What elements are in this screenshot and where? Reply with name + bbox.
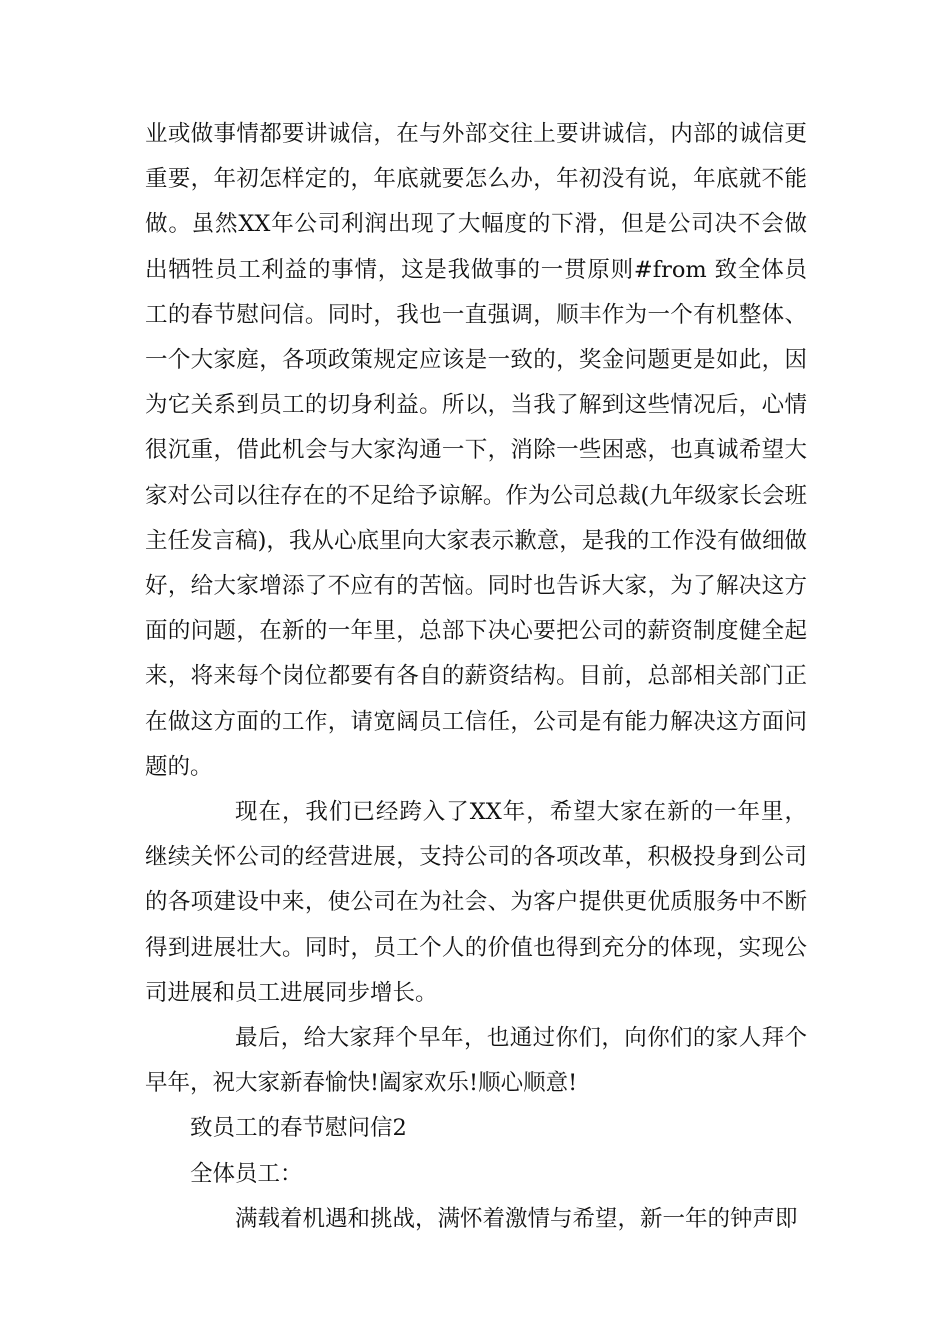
paragraph-new-year: 现在，我们已经跨入了XX年，希望大家在新的一年里，继续关怀公司的经营进展，支持公司的各项改革，积极投身到公司的各项建设中来，使公司在为社会、为客户提供更优质服务中不断得到进展壮大。同时，员工个人的价值也得到充分的体现，实现公司进展和员工进展同步增长。 <box>145 799 807 1006</box>
paragraph-opening: 满载着机遇和挑战，满怀着激情与希望，新一年的钟声即 <box>235 1205 798 1232</box>
salutation: 全体员工： <box>190 1160 303 1187</box>
document-body <box>145 112 807 1242</box>
section-title: 致员工的春节慰问信2 <box>190 1115 407 1142</box>
paragraph-continuation: 业或做事情都要讲诚信，在与外部交往上要讲诚信，内部的诚信更重要，年初怎样定的，年底就要怎么办，年初没有说，年底就不能做。虽然XX年公司利润出现了大幅度的下滑，但是公司决不会做出牺牲员工利益的事情，这是我做事的一贯原则#from 致全体员工的春节慰问信。同时，我也一直强调，顺丰作为一个有机整体、一个大家庭，各项政策规定应该是一致的，奖金问题更是如此，因为它关系到员工的切身利益。所以，当我了解到这些情况后，心情很沉重，借此机会与大家沟通一下，消除一些困惑，也真诚希望大家对公司以往存在的不足给予谅解。作为公司总裁(九年级家长会班主任发言稿)，我从心底里向大家表示歉意，是我的工作没有做细做好，给大家增添了不应有的苦恼。同时也告诉大家，为了解决这方面的问题，在新的一年里，总部下决心要把公司的薪资制度健全起来，将来每个岗位都要有各自的薪资结构。目前，总部相关部门正在做这方面的工作，请宽阔员工信任，公司是有能力解决这方面问题的。 <box>145 121 807 780</box>
paragraph-greeting: 最后，给大家拜个早年，也通过你们，向你们的家人拜个早年，祝大家新春愉快!阖家欢乐!顺心顺意! <box>145 1025 807 1097</box>
